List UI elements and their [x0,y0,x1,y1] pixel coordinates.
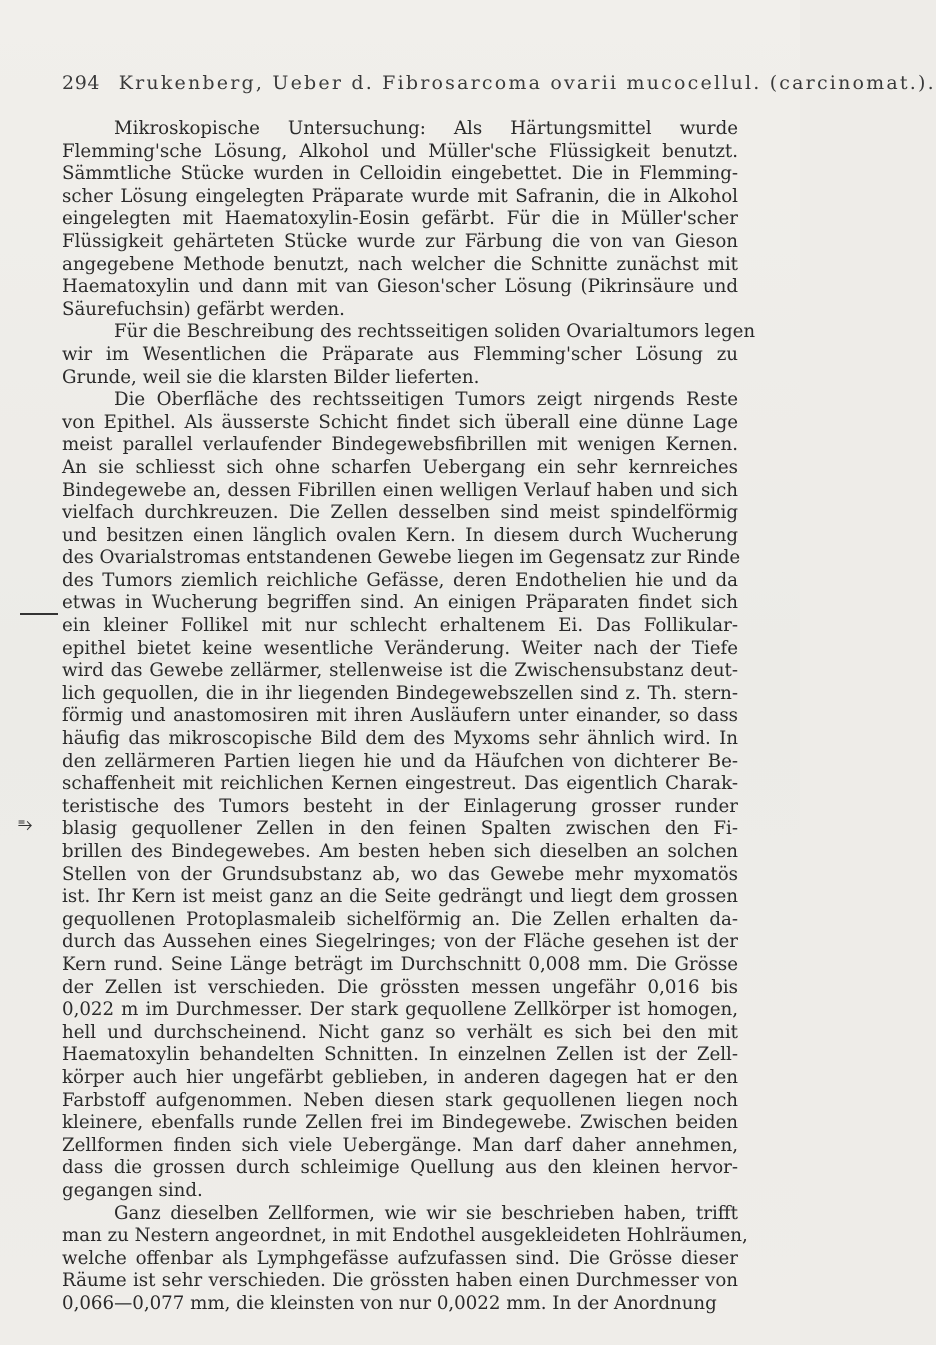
text-line: Die Oberfläche des rechtsseitigen Tumors zeigt nirgends Reste [114,389,738,411]
margin-arrow-mark: ⥱ [18,814,33,835]
text-line: brillen des Bindegewebes. Am besten heben sich dieselben an solchen [62,841,738,862]
text-line: eingelegten mit Haematoxylin-Eosin gefärbt. Für die in Müller'scher [62,208,738,230]
body-text [62,118,756,1315]
text-line: dass die grossen durch schleimige Quellung aus den kleinen hervor- [62,1157,738,1179]
text-line: welche offenbar als Lymphgefässe aufzufassen sind. Die Grösse dieser [62,1247,738,1269]
text-line: Bindegewebe an, dessen Fibrillen einen welligen Verlauf haben und sich [62,479,738,501]
text-line: des Ovarialstromas entstandenen Gewebe liegen im Gegensatz zur Rinde [62,547,741,569]
margin-line-mark [20,613,58,615]
running-header [62,72,936,94]
paragraph [62,1202,748,1316]
text-line: kleinere, ebenfalls runde Zellen frei im Bindegewebe. Zwischen beiden [62,1112,738,1134]
text-line: Sämmtliche Stücke wurden in Celloidin eingebettet. Die in Flemming- [62,163,738,185]
text-line: gequollenen Protoplasmaleib sichelförmig an. Die Zellen erhalten da- [62,908,738,930]
text-line: hell und durchscheinend. Nicht ganz so verhält es sich bei den mit [62,1021,738,1043]
paragraph [62,321,756,389]
text-line: etwas in Wucherung begriffen sind. An einigen Präparaten findet sich [62,592,738,614]
text-line: scher Lösung eingelegten Präparate wurde mit Safranin, die in Alkohol [62,185,738,207]
text-line: häufig das mikroscopische Bild dem des Myxoms sehr ähnlich wird. In [62,728,738,750]
text-line: lich gequollen, die in ihr liegenden Bindegewebszellen sind z. Th. stern- [62,682,738,704]
text-line: schaffenheit mit reichlichen Kernen eingestreut. Das eigentlich Charak- [62,773,738,795]
text-line: und besitzen einen länglich ovalen Kern. In diesem durch Wucherung [62,524,738,546]
text-line: meist parallel verlaufender Bindegewebsfibrillen mit wenigen Kernen. [62,434,738,456]
text-line: des Tumors ziemlich reichliche Gefässe, deren Endothelien hie und da [62,569,738,591]
text-line: Kern rund. Seine Länge beträgt im Durchschnitt 0,008 mm. Die Grösse [62,953,738,975]
text-line: Farbstoff aufgenommen. Neben diesen stark gequollenen liegen noch [62,1089,738,1111]
text-line: förmig und anastomosiren mit ihren Ausläufern unter einander, so dass [62,705,738,727]
text-line: vielfach durchkreuzen. Die Zellen desselben sind meist spindelförmig [62,502,738,524]
text-line: Ganz dieselben Zellformen, wie wir sie beschrieben haben, trifft [114,1202,738,1224]
text-line: Flüssigkeit gehärteten Stücke wurde zur Färbung die von van Gieson [62,230,738,252]
text-line: der Zellen ist verschieden. Die grössten messen ungefähr 0,016 bis [62,976,738,998]
text-line: blasig gequollener Zellen in den feinen Spalten zwischen den Fi- [62,818,738,840]
running-title: Krukenberg, Ueber d. Fibrosarcoma ovarii mucocellul. (carcinomat.). [118,72,936,94]
text-line: den zellärmeren Partien liegen hie und da Häufchen von dichterer Be- [62,750,738,772]
text-line: Zellformen finden sich viele Uebergänge. Man darf daher annehmen, [62,1134,738,1156]
text-line: teristische des Tumors besteht in der Einlagerung grosser runder [62,795,738,817]
text-line: Haematoxylin und dann mit van Gieson'scher Lösung (Pikrinsäure und [62,276,738,298]
text-line: körper auch hier ungefärbt geblieben, in anderen dagegen hat er den [62,1066,738,1088]
text-line: 0,022 m im Durchmesser. Der stark gequollene Zellkörper ist homogen, [62,999,738,1021]
text-line: Säurefuchsin) gefärbt werden. [62,298,345,320]
text-line: ein kleiner Follikel mit nur schlecht erhaltenem Ei. Das Follikular- [62,615,738,637]
paragraph [62,389,741,1202]
text-line: Flemming'sche Lösung, Alkohol und Müller'sche Flüssigkeit benutzt. [62,140,738,162]
text-line: von Epithel. Als äusserste Schicht findet sich überall eine dünne Lage [62,411,738,433]
text-line: An sie schliesst sich ohne scharfen Uebergang ein sehr kernreiches [62,456,738,478]
text-line: Stellen von der Grundsubstanz ab, wo das Gewebe mehr myxomatös [62,863,738,885]
text-line: ist. Ihr Kern ist meist ganz an die Seite gedrängt und liegt dem grossen [62,886,738,908]
text-line: Räume ist sehr verschieden. Die grössten haben einen Durchmesser von [62,1270,738,1292]
text-line: Grunde, weil sie die klarsten Bilder lieferten. [62,366,480,388]
text-line: man zu Nestern angeordnet, in mit Endothel ausgekleideten Hohlräumen, [62,1225,748,1247]
text-line: epithel bietet keine wesentliche Veränderung. Weiter nach der Tiefe [62,637,738,659]
text-line: wird das Gewebe zellärmer, stellenweise ist die Zwischensubstanz deut- [62,660,738,682]
text-line: Haematoxylin behandelten Schnitten. In einzelnen Zellen ist der Zell- [62,1044,738,1066]
page-number: 294 [62,72,101,94]
text-line: gegangen sind. [62,1179,203,1201]
text-line: 0,066—0,077 mm, die kleinsten von nur 0,0022 mm. In der Anordnung [62,1292,717,1314]
text-line: angegebene Methode benutzt, nach welcher die Schnitte zunächst mit [62,253,738,275]
text-line: durch das Aussehen eines Siegelringes; von der Fläche gesehen ist der [62,931,738,953]
text-line: wir im Wesentlichen die Präparate aus Flemming'scher Lösung zu [62,343,738,365]
text-line: Mikroskopische Untersuchung: Als Härtungsmittel wurde [114,118,738,139]
paragraph [62,118,738,321]
text-line: Für die Beschreibung des rechtsseitigen soliden Ovarialtumors legen [114,321,756,343]
